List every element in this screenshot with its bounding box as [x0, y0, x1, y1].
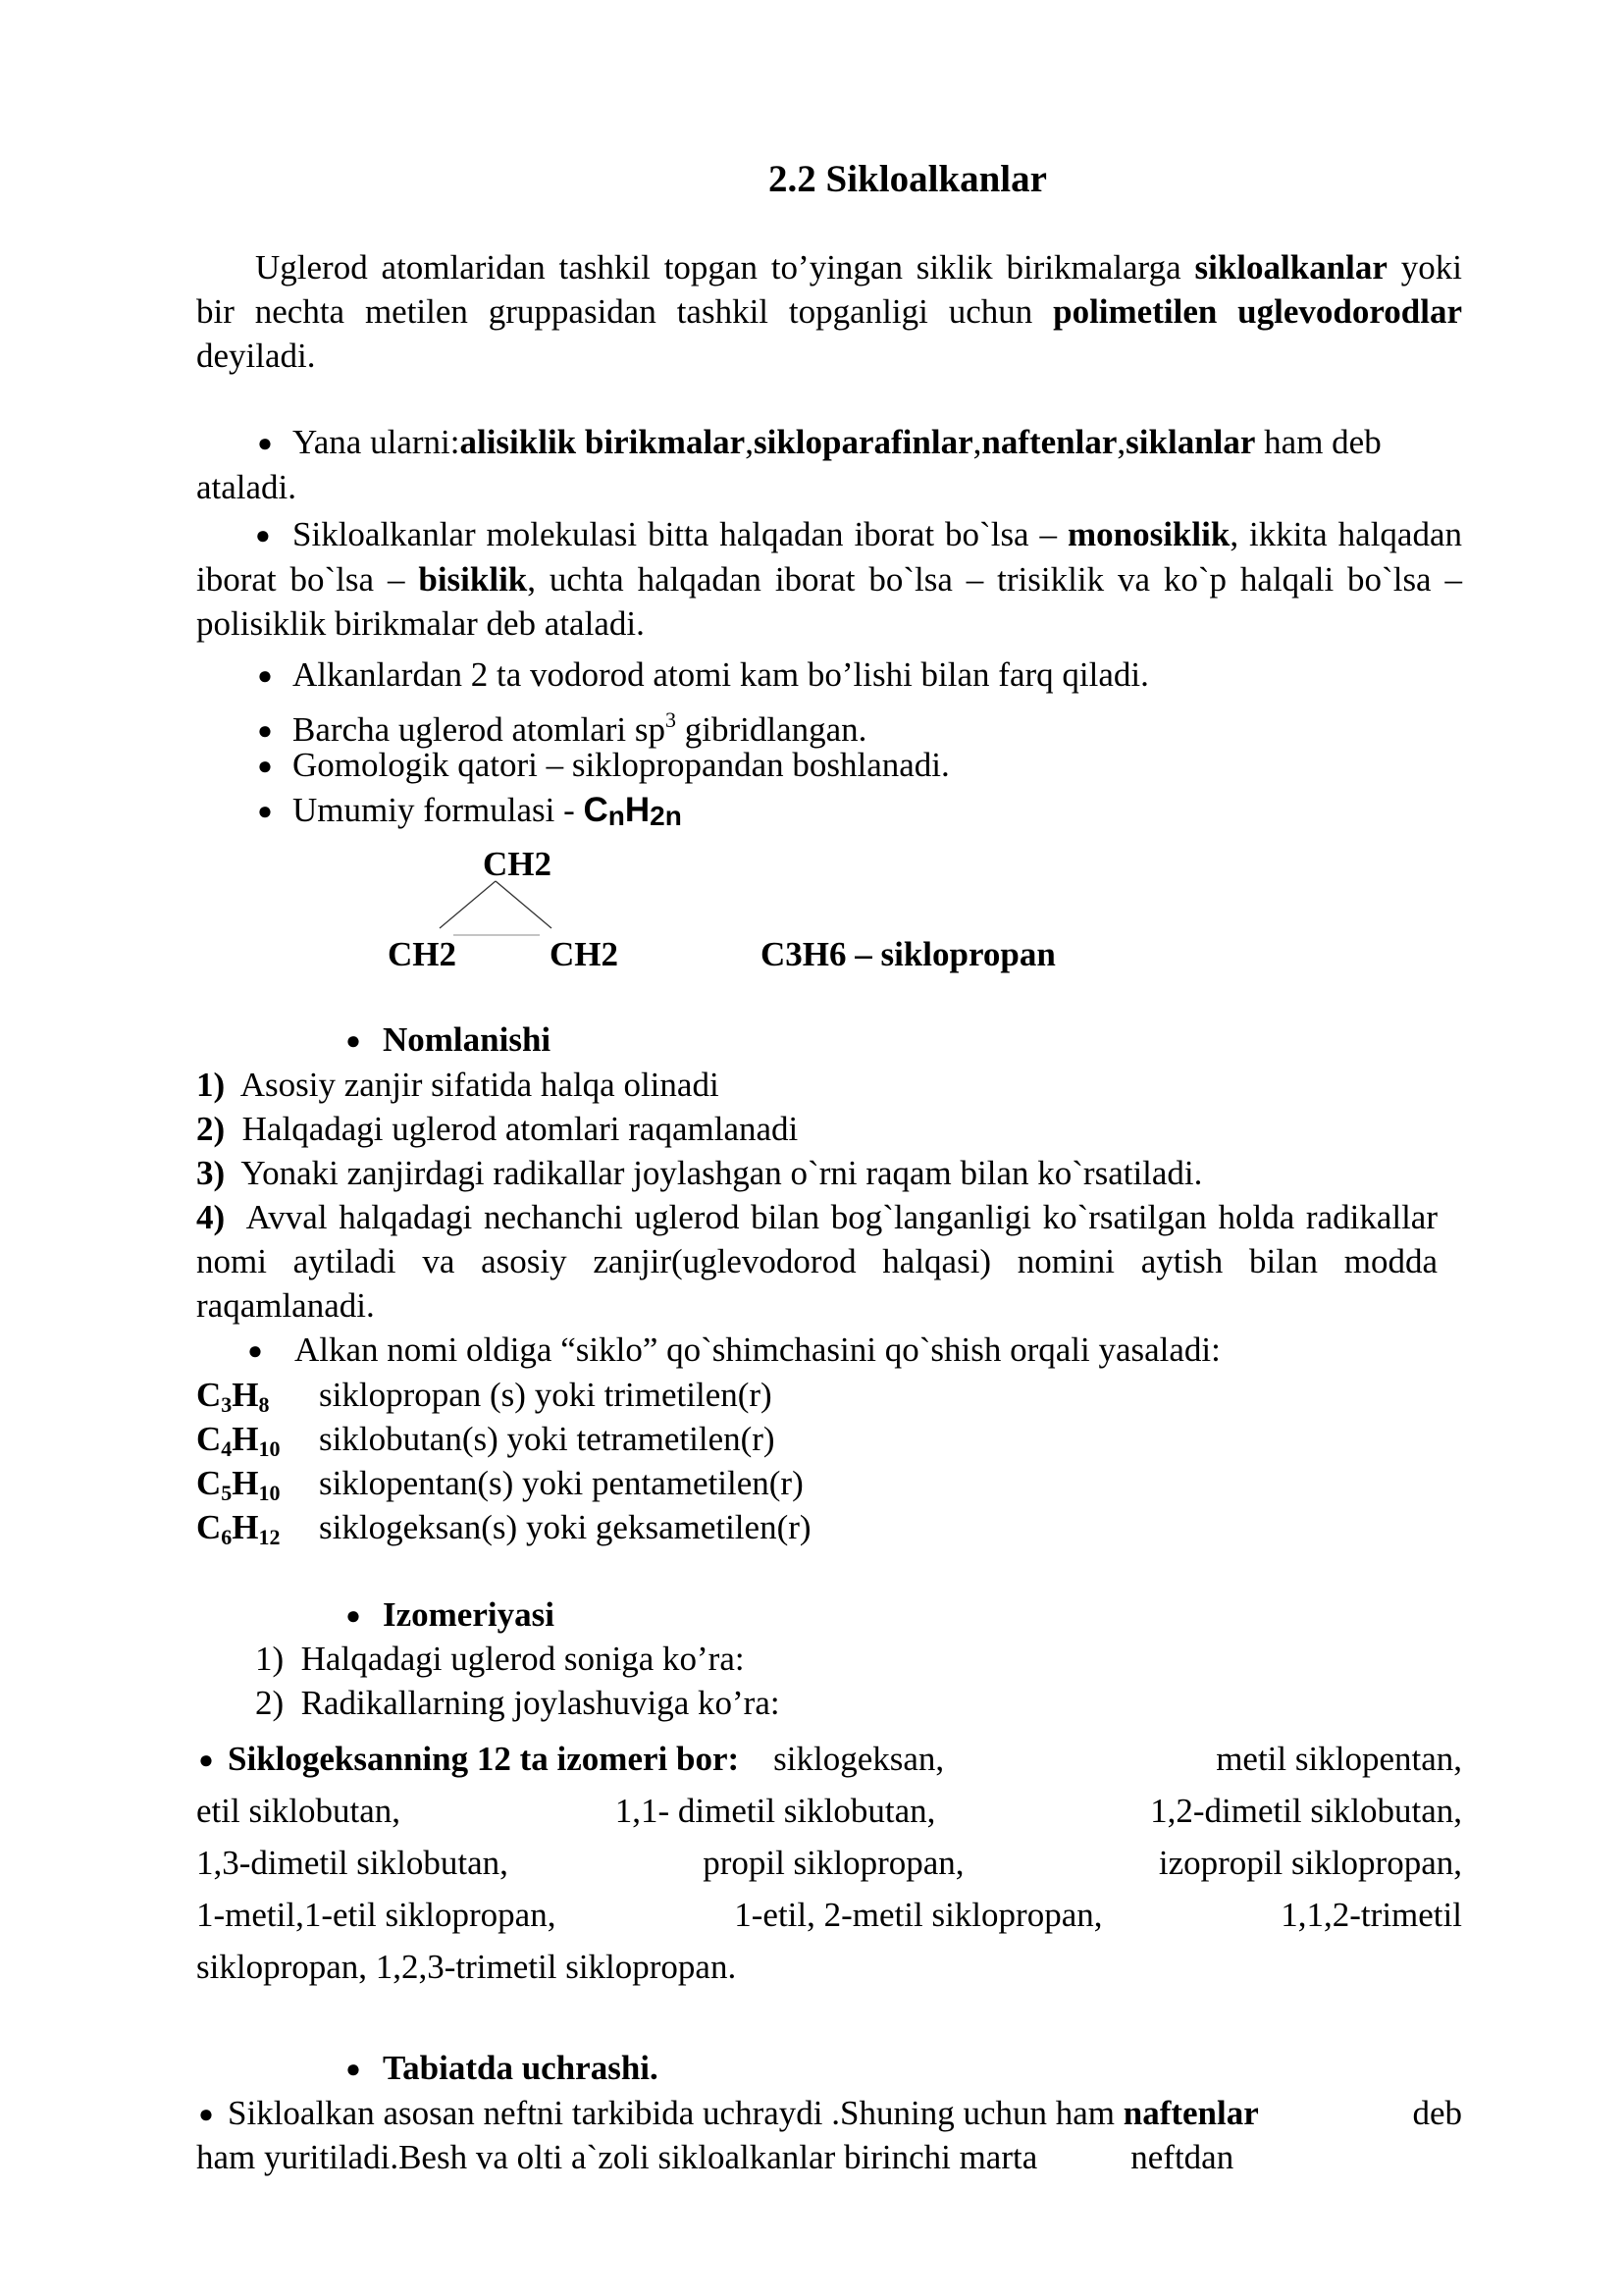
isomerism-heading: ● Izomeriyasi	[196, 1592, 1462, 1638]
bullet-icon: ●	[345, 2055, 361, 2083]
isomer-line-2: etil siklobutan, 1,1- dimetil siklobutan, 1,2-dimetil siklobutan,	[196, 1792, 1462, 1830]
formula-row-c3h8: $C_3H_8$ siklopropan (s) yoki trimetilen(r)	[196, 1376, 772, 1417]
formula-row-c5h10: $C_5H_{10}$ siklopentan(s) yoki pentametilen(r)	[196, 1464, 804, 1505]
naming-item-1: 1) Asosiy zanjir sifatida halqa olinadi	[196, 1066, 719, 1104]
nature-heading: ● Tabiatda uchrashi.	[196, 2046, 1462, 2091]
bullet-icon: ●	[257, 797, 273, 825]
naming-item-4: 4) Avval halqadagi nechanchi uglerod bilan bog`langanligi ko`rsatilgan holda radikallar nomi aytiladi va asosiy zanjir(uglevodorod halqasi) nomini aytish bilan modda raqamlanadi.	[196, 1198, 1438, 1325]
bullet-hybridization: ● Barcha uglerod atomlari $sp^3$ gibridlangan.	[196, 698, 1462, 753]
naming-item-3: 3) Yonaki zanjirdagi radikallar joylashgan o`rni raqam bilan ko`rsatiladi.	[196, 1154, 1203, 1192]
bullet-icon: ●	[345, 1026, 361, 1055]
isomer-line-4: 1-metil,1-etil siklopropan, 1-etil, 2-metil siklopropan, 1,1,2-trimetil	[196, 1896, 1462, 1934]
formula-row-c4h10: $C_4H_{10}$ siklobutan(s) yoki tetrametilen(r)	[196, 1420, 775, 1461]
intro-paragraph: Uglerod atomlaridan tashkil topgan to’yingan siklik birikmalarga sikloalkanlar yoki bir nechta metilen gruppasidan tashkil topganligi uchun polimetilen uglevodorodlar deyiladi.	[196, 248, 1463, 375]
bullet-icon: ●	[345, 1601, 361, 1630]
page-title: 2.2 Sikloalkanlar	[768, 158, 1047, 200]
isomerism-item-2: 2) Radikallarning joylashuviga ko’ra:	[255, 1684, 780, 1722]
bullet-icon: ●	[198, 2100, 214, 2128]
bullet-alt-names: ● Yana ularni:alisiklik birikmalar,sikloparafinlar,naftenlar,siklanlar ham deb ataladi.	[196, 423, 1382, 506]
structure-right-atom: CH2	[550, 935, 618, 973]
bullet-icon: ●	[257, 661, 273, 690]
bullet-homologous: ● Gomologik qatori – siklopropandan boshlanadi.	[196, 743, 1462, 788]
formula-row-c6h12: $C_6H_{12}$ siklogeksan(s) yoki geksametilen(r)	[196, 1508, 812, 1549]
naming-bullet: ● Alkan nomi oldiga “siklo” qo`shimchasini qo`shish orqali yasaladi:	[196, 1328, 1462, 1373]
naming-item-2: 2) Halqadagi uglerod atomlari raqamlanadi	[196, 1110, 799, 1148]
structure-name: C3H6 – siklopropan	[760, 935, 1056, 973]
bullet-icon: ●	[247, 1336, 263, 1365]
bullet-icon: ●	[255, 521, 271, 549]
bullet-icon: ●	[198, 1746, 214, 1774]
isomer-line-3: 1,3-dimetil siklobutan, propil siklopropan, izopropil siklopropan,	[196, 1844, 1462, 1882]
cyclopropane-structure	[196, 842, 1462, 973]
naming-heading: ● Nomlanishi	[196, 1017, 1462, 1063]
bullet-icon: ●	[257, 429, 273, 457]
bullet-hydrogen: ● Alkanlardan 2 ta vodorod atomi kam bo’lishi bilan farq qiladi.	[196, 652, 1462, 698]
nature-line-2: ham yuritiladi.Besh va olti a`zoli sikloalkanlar birinchi marta neftdan	[196, 2138, 1234, 2176]
bullet-icon: ●	[257, 716, 273, 745]
isomer-line-1: ● Siklogeksanning 12 ta izomeri bor: siklogeksan, metil siklopentan,	[196, 1737, 1462, 1782]
structure-top-atom: CH2	[483, 845, 551, 883]
structure-left-atom: CH2	[388, 935, 456, 973]
bullet-icon: ●	[257, 752, 273, 780]
isomerism-item-1: 1) Halqadagi uglerod soniga ko’ra:	[255, 1640, 745, 1678]
bullet-cyclicity: ● Sikloalkanlar molekulasi bitta halqadan iborat bo`lsa – monosiklik, ikkita halqadan iborat bo`lsa – bisiklik, uchta halqadan iborat bo`lsa – trisiklik va ko`p halqali bo`lsa – polisiklik birikmalar deb ataladi.	[196, 515, 1462, 643]
nature-line-1: ● Sikloalkan asosan neftni tarkibida uchraydi .Shuning uchun ham naftenlar deb	[196, 2091, 1462, 2136]
isomer-line-5: siklopropan, 1,2,3-trimetil siklopropan.	[196, 1948, 737, 1986]
bullet-formula: ● Umumiy formulasi - CnH2n	[196, 788, 1462, 838]
